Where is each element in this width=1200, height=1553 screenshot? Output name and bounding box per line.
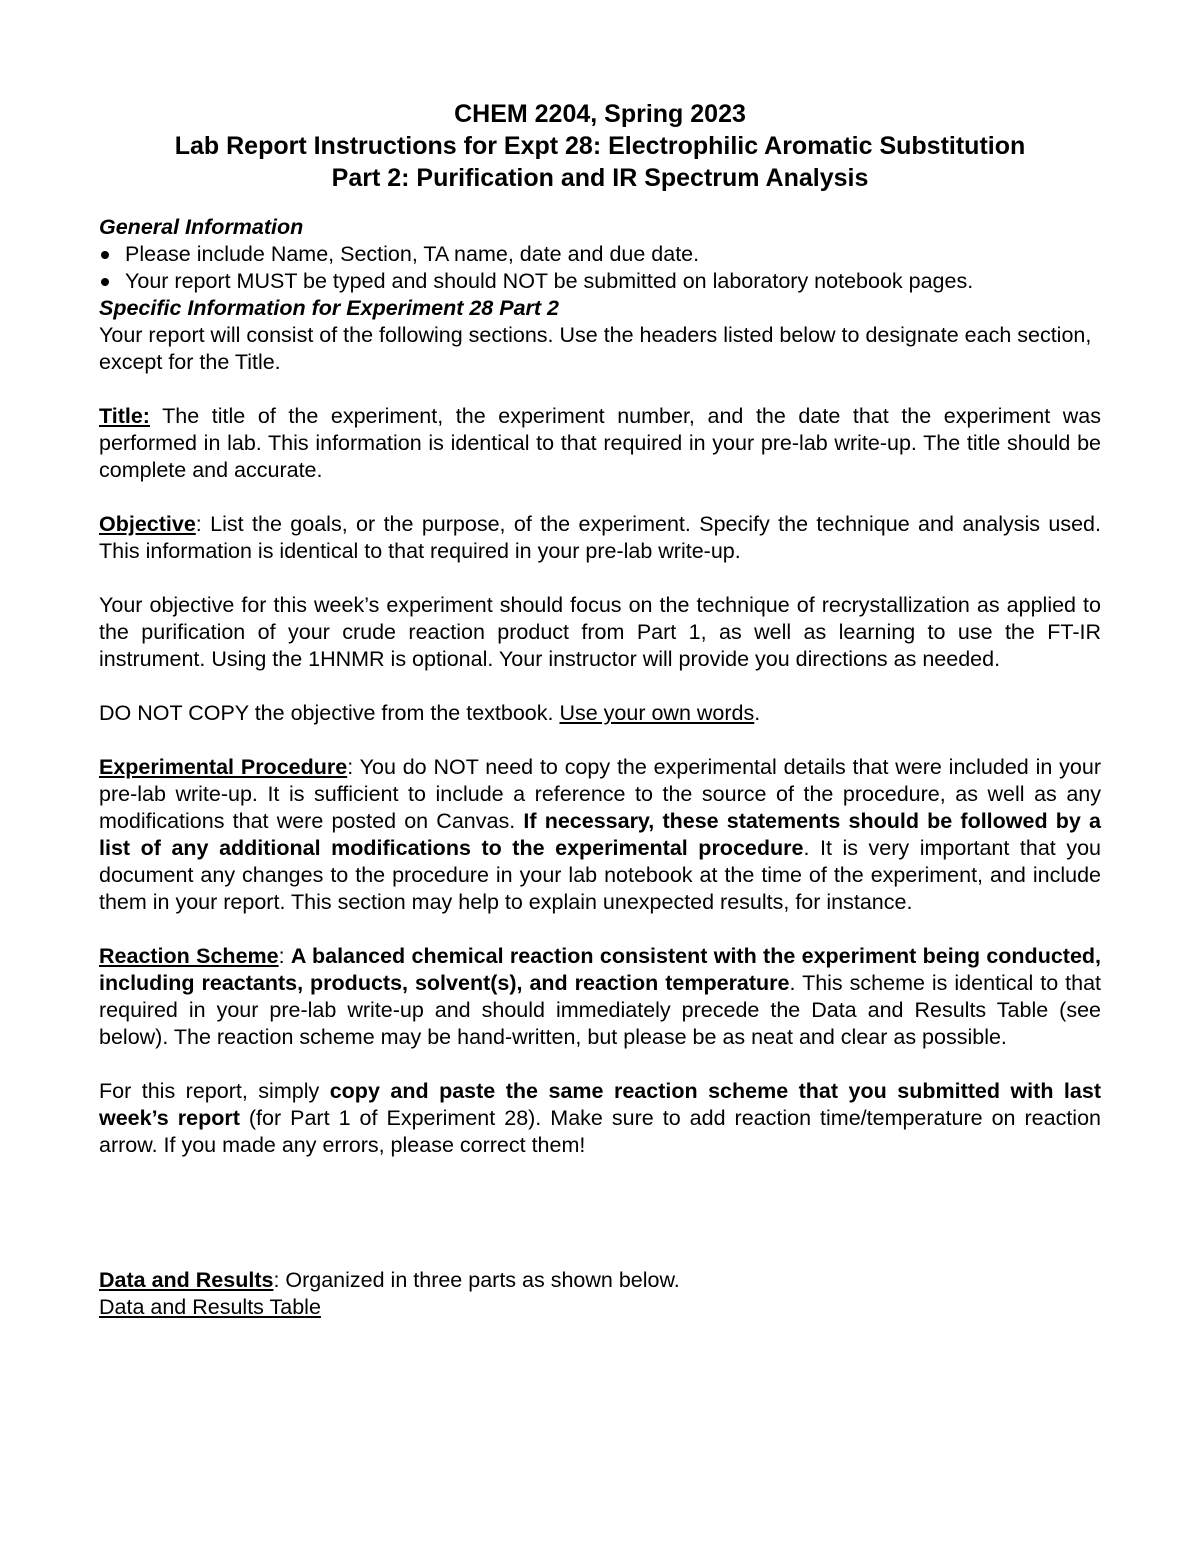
scheme-para2-text-a: For this report, simply: [99, 1079, 330, 1103]
objective-period: .: [754, 701, 761, 725]
objective-text: : List the goals, or the purpose, of the experiment. Specify the technique and analysis used. This information is identical to that required in your pre-lab write-up.: [99, 512, 1101, 563]
title-section-text: The title of the experiment, the experiment number, and the date that the experiment was performed in lab. This information is identical to that required in your pre-lab write-up. The title should be complete and accurate.: [99, 404, 1101, 482]
document-page: [99, 98, 1101, 1321]
document-title: [99, 98, 1101, 194]
objective-section: [99, 511, 1101, 565]
general-information-list: [99, 241, 1101, 295]
objective-paragraph-2: Your objective for this week’s experiment should focus on the technique of recrystallization as applied to the purification of your crude reaction product from Part 1, as well as learning to use the FT-IR instrument. Using the 1HNMR is optional. Your instructor will provide you directions as needed.: [99, 593, 1101, 671]
list-item: [99, 268, 1101, 295]
data-results-text: : Organized in three parts as shown below.: [273, 1268, 680, 1292]
scheme-para2-bold: copy and paste the same reaction scheme that you submitted with last week’s report: [99, 1079, 1101, 1130]
reaction-scheme-section: [99, 943, 1101, 1051]
specific-information-intro: Your report will consist of the following sections. Use the headers listed below to designate each section, except for the Title.: [99, 323, 1092, 374]
procedure-bold-text: If necessary, these statements should be followed by a list of any additional modifications to the experimental procedure: [99, 809, 1102, 860]
objective-warning-text: DO NOT COPY the objective from the textbook.: [99, 701, 560, 725]
procedure-text-2: . It is very important that you document any changes to the procedure in your lab notebook at the time of the experiment, and include them in your report. This section may help to explain unexpected results, for instance.: [99, 836, 1101, 914]
list-item: [99, 241, 1101, 268]
bullet-icon: [101, 251, 109, 259]
reaction-scheme-label: Reaction Scheme: [99, 944, 279, 968]
objective-label: Objective: [99, 512, 196, 536]
reaction-scheme-text: . This scheme is identical to that required in your pre-lab write-up and should immediately precede the Data and Results Table (see below). The reaction scheme may be hand-written, but please be as neat and clear as possible.: [99, 971, 1101, 1049]
list-item-text: Your report MUST be typed and should NOT be submitted on laboratory notebook pages.: [125, 269, 974, 293]
procedure-label: Experimental Procedure: [99, 755, 348, 779]
own-words-text: Use your own words: [559, 701, 755, 725]
specific-information-heading: Specific Information for Experiment 28 Part 2: [99, 296, 559, 320]
reaction-scheme-colon: :: [278, 944, 291, 968]
report-title: Lab Report Instructions for Expt 28: Electrophilic Aromatic Substitution: [174, 132, 1026, 160]
objective-paragraph-3: [99, 700, 1101, 727]
reaction-scheme-bold-text: A balanced chemical reaction consistent with the experiment being conducted, including reactants, products, solvent(s), and reaction temperature: [99, 944, 1102, 995]
general-information-heading: General Information: [99, 215, 304, 239]
course-title: CHEM 2204, Spring 2023: [454, 100, 746, 128]
scheme-para2-text-b: (for Part 1 of Experiment 28). Make sure to add reaction time/temperature on reaction arrow. If you made any errors, please correct them!: [99, 1106, 1101, 1157]
title-section-label: Title:: [99, 404, 150, 428]
bullet-icon: [101, 278, 109, 286]
data-results-label: Data and Results: [99, 1268, 274, 1292]
part-title: Part 2: Purification and IR Spectrum Analysis: [331, 164, 869, 192]
data-results-table-label: Data and Results Table: [99, 1295, 321, 1319]
title-section: [99, 403, 1101, 484]
procedure-text-1: : You do NOT need to copy the experimental details that were included in your pre-lab write-up. It is sufficient to include a reference to the source of the procedure, as well as any modifications that were posted on Canvas.: [99, 755, 1101, 833]
procedure-section: [99, 754, 1101, 916]
reaction-scheme-paragraph-2: [99, 1078, 1101, 1159]
data-results-section: [99, 1267, 1101, 1294]
list-item-text: Please include Name, Section, TA name, date and due date.: [125, 242, 700, 266]
